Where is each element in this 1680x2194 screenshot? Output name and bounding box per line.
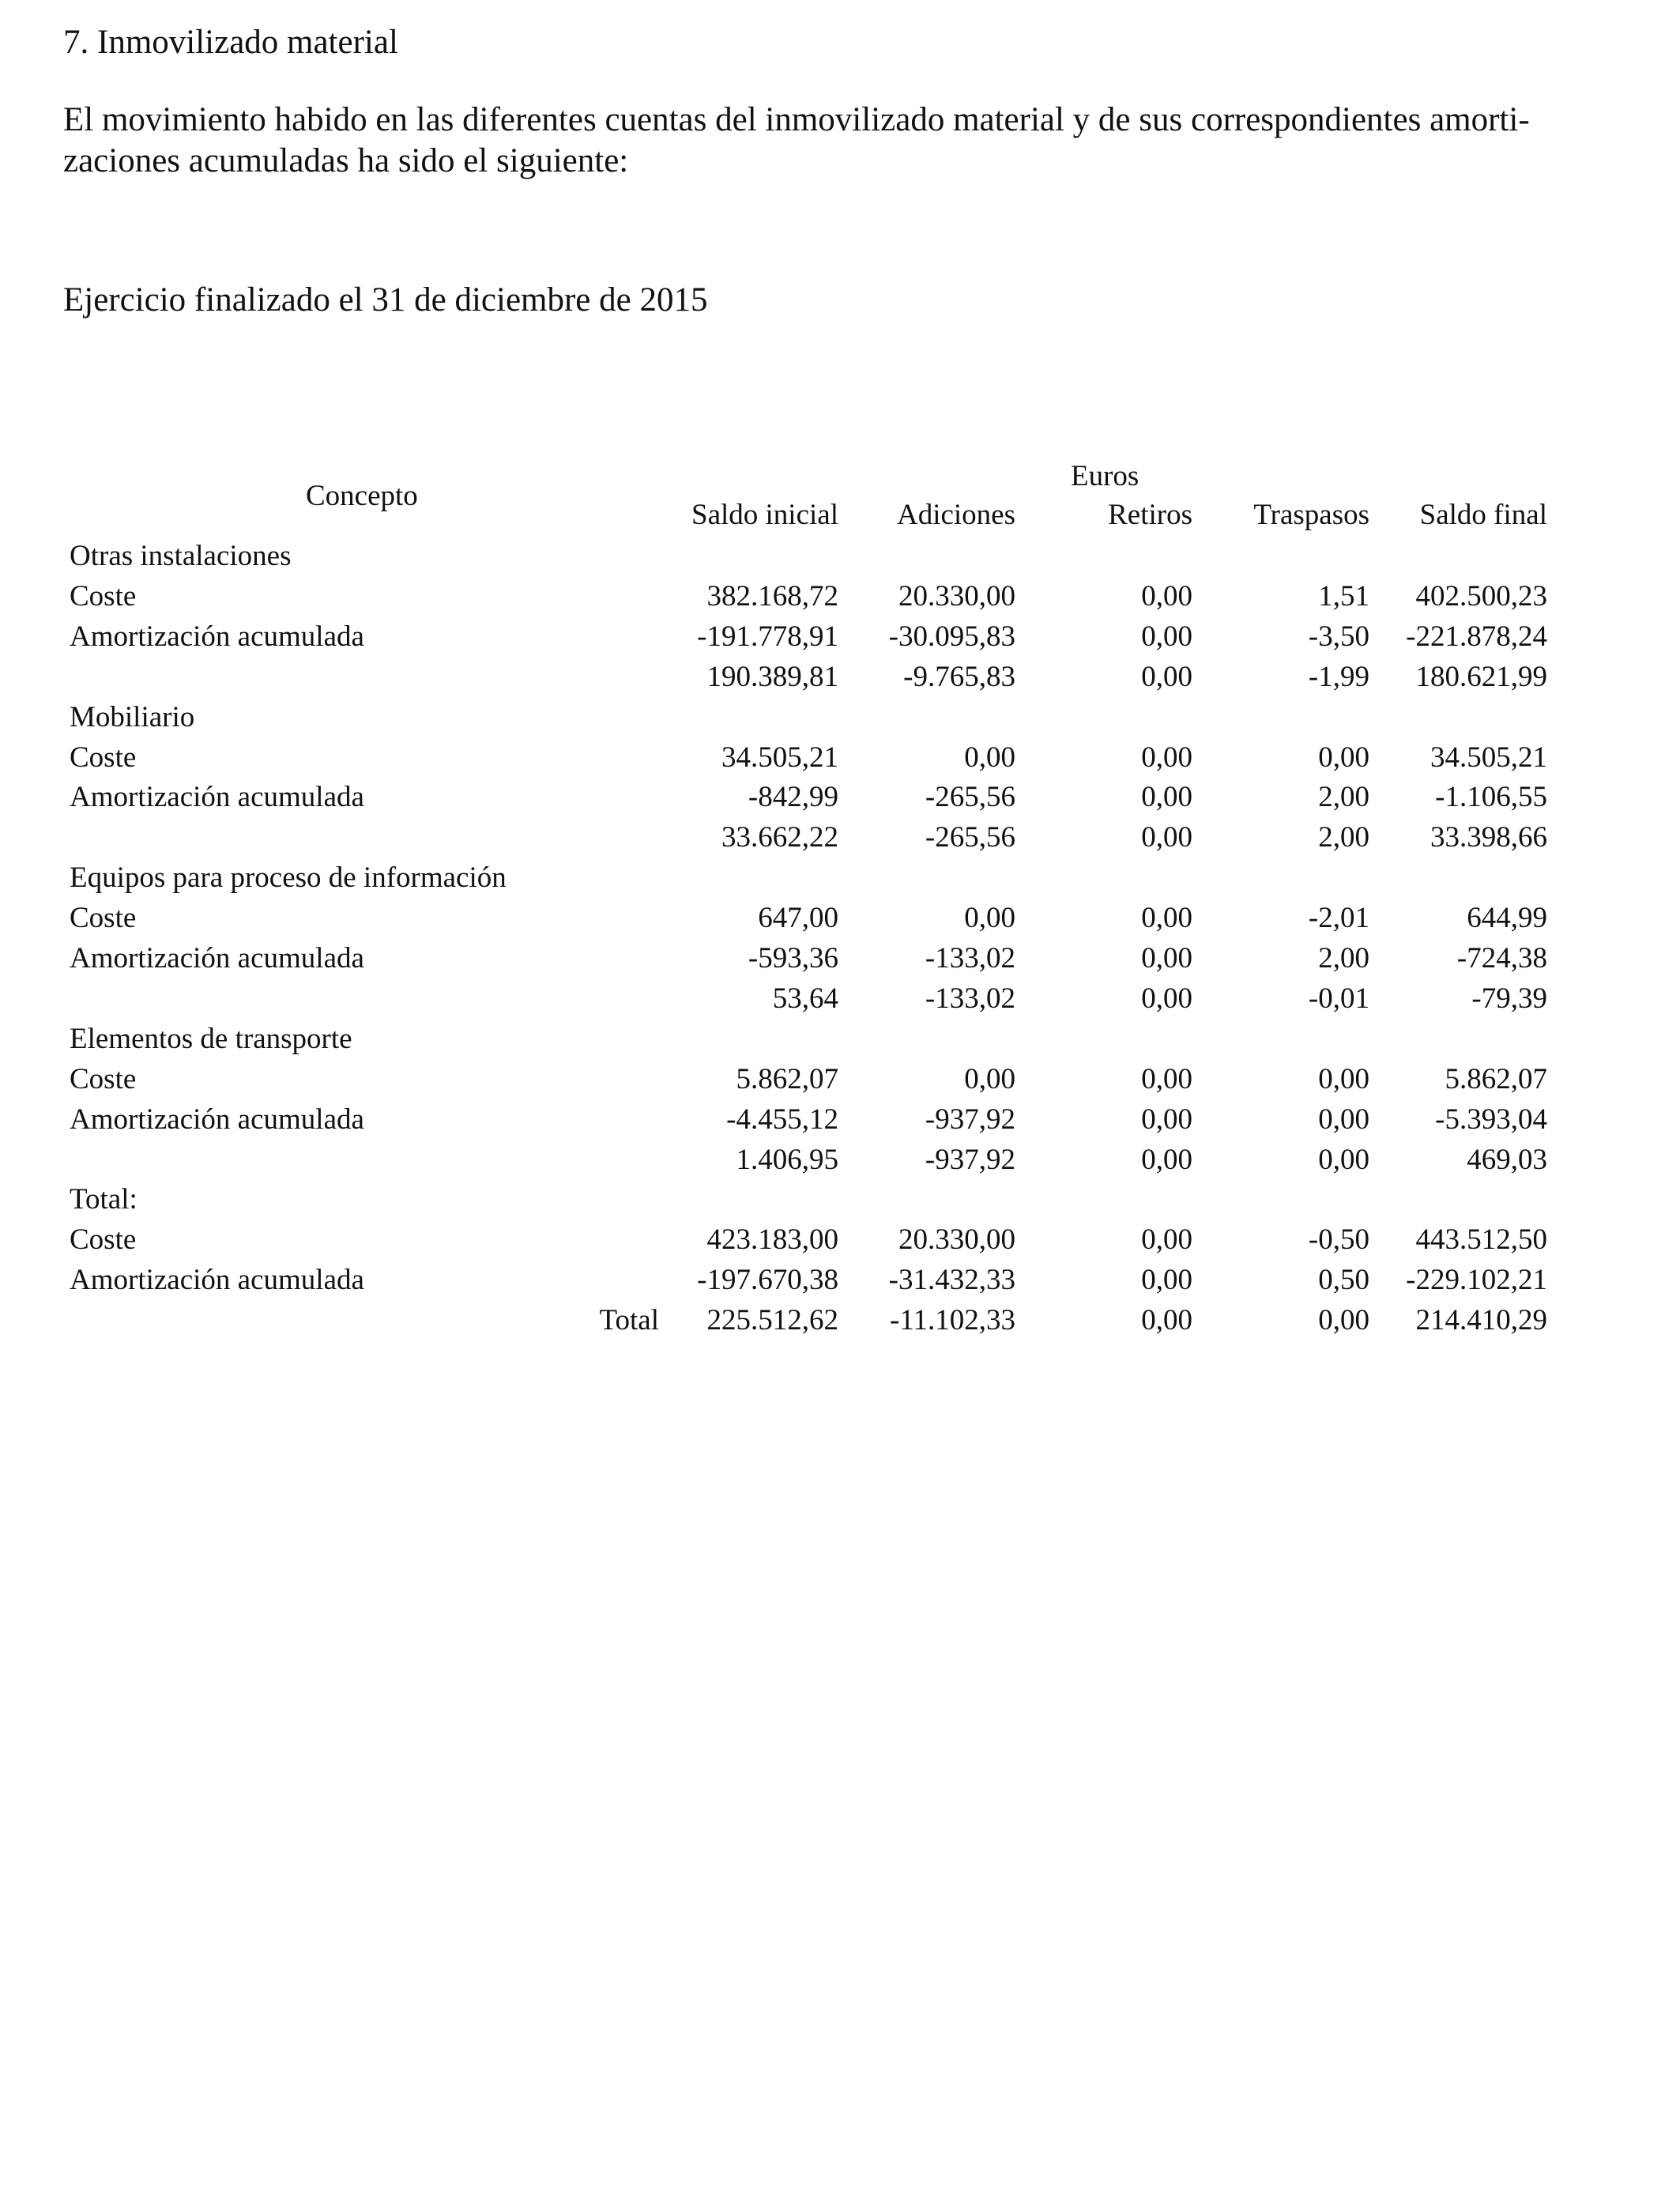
table-cell: -3,50	[1308, 620, 1369, 653]
table-cell: 0,00	[1141, 1264, 1192, 1297]
table-cell: 225.512,62	[706, 1304, 838, 1337]
euros-group-header: Euros	[1071, 460, 1139, 492]
table-cell: -79,39	[1471, 982, 1547, 1015]
table-cell: -265,56	[925, 821, 1015, 854]
table-cell: 180.621,99	[1415, 660, 1547, 693]
table-cell: 0,00	[1141, 1103, 1192, 1136]
row-label: Amortización acumulada	[70, 942, 364, 974]
table-cell: -937,92	[925, 1103, 1015, 1136]
table-cell: 402.500,23	[1415, 579, 1547, 613]
table-cell: -937,92	[925, 1143, 1015, 1176]
table-cell: 423.183,00	[706, 1223, 838, 1257]
row-label: Equipos para proceso de información	[70, 861, 507, 895]
table-cell: 647,00	[758, 902, 838, 935]
column-header: Saldo final	[1419, 499, 1547, 531]
intro-line-2: zaciones acumuladas ha sido el siguiente:	[63, 142, 629, 179]
column-header: Saldo inicial	[691, 499, 838, 531]
table-cell: 0,00	[1141, 1304, 1192, 1337]
row-label: Coste	[70, 741, 137, 774]
table-cell: 0,00	[1141, 1062, 1192, 1095]
table-cell: -1.106,55	[1435, 781, 1547, 814]
table-cell: 0,00	[1318, 1062, 1369, 1095]
table-cell: 0,00	[964, 741, 1015, 774]
table-cell: 214.410,29	[1415, 1304, 1547, 1337]
row-label: Elementos de transporte	[70, 1022, 352, 1055]
table-cell: 0,00	[1318, 741, 1369, 774]
table-cell: -30.095,83	[888, 620, 1015, 653]
table-cell: 0,00	[964, 902, 1015, 935]
table-cell: -197.670,38	[697, 1264, 838, 1297]
table-cell: 1.406,95	[736, 1143, 838, 1176]
row-label: Otras instalaciones	[70, 540, 292, 572]
table-cell: -133,02	[925, 982, 1015, 1015]
table-cell: -31.432,33	[888, 1264, 1015, 1297]
table-cell: 2,00	[1318, 781, 1369, 814]
row-label: Amortización acumulada	[70, 781, 364, 814]
table-cell: 0,00	[1318, 1304, 1369, 1337]
table-cell: 0,00	[1141, 781, 1192, 814]
table-cell: -221.878,24	[1406, 620, 1547, 653]
table-cell: 0,00	[1318, 1143, 1369, 1176]
table-cell: 33.662,22	[721, 821, 838, 854]
table-cell: -229.102,21	[1406, 1264, 1547, 1297]
table-cell: 0,00	[1141, 942, 1192, 974]
row-label: Coste	[70, 1062, 137, 1095]
intro-line-1: El movimiento habido en las diferentes cuentas del inmovilizado material y de sus correspondientes amorti-	[63, 101, 1530, 138]
table-cell: 0,50	[1318, 1264, 1369, 1297]
table-cell: -4.455,12	[726, 1103, 838, 1136]
table-cell: -191.778,91	[697, 620, 838, 653]
table-cell: 443.512,50	[1415, 1223, 1547, 1257]
column-header: Retiros	[1108, 499, 1192, 531]
table-cell: 20.330,00	[898, 579, 1015, 613]
row-label: Amortización acumulada	[70, 1103, 364, 1136]
table-cell: 5.862,07	[736, 1062, 838, 1095]
column-header: Traspasos	[1253, 499, 1369, 531]
table-cell: 34.505,21	[1430, 741, 1547, 774]
table-cell: -0,01	[1308, 982, 1369, 1015]
table-cell: 469,03	[1467, 1143, 1547, 1176]
table-cell: -842,99	[748, 781, 838, 814]
grand-total-label: Total	[599, 1304, 659, 1337]
table-cell: -5.393,04	[1435, 1103, 1547, 1136]
table-cell: 5.862,07	[1445, 1062, 1547, 1095]
row-label: Coste	[70, 902, 137, 935]
table-cell: -265,56	[925, 781, 1015, 814]
table-cell: 0,00	[1141, 741, 1192, 774]
table-cell: 0,00	[1141, 982, 1192, 1015]
table-cell: -9.765,83	[903, 660, 1015, 693]
table-cell: 0,00	[1141, 579, 1192, 613]
table-cell: 53,64	[772, 982, 838, 1015]
table-cell: 20.330,00	[898, 1223, 1015, 1257]
row-label: Total:	[70, 1183, 137, 1216]
section-heading: 7. Inmovilizado material	[63, 24, 398, 61]
table-cell: -11.102,33	[890, 1304, 1015, 1337]
column-header: Adiciones	[896, 499, 1015, 531]
row-label: Coste	[70, 1223, 137, 1257]
table-cell: -1,99	[1308, 660, 1369, 693]
table-cell: 2,00	[1318, 942, 1369, 974]
row-label: Amortización acumulada	[70, 1264, 364, 1297]
table-cell: 1,51	[1318, 579, 1369, 613]
fiscal-year-heading: Ejercicio finalizado el 31 de diciembre de 2015	[63, 281, 708, 319]
table-cell: 33.398,66	[1430, 821, 1547, 854]
row-label: Coste	[70, 579, 137, 613]
table-cell: 0,00	[1141, 1143, 1192, 1176]
table-cell: 190.389,81	[706, 660, 838, 693]
table-cell: 382.168,72	[706, 579, 838, 613]
table-cell: 34.505,21	[721, 741, 838, 774]
table-cell: 2,00	[1318, 821, 1369, 854]
table-cell: 0,00	[1318, 1103, 1369, 1136]
table-cell: 644,99	[1467, 902, 1547, 935]
row-label: Mobiliario	[70, 700, 195, 733]
table-cell: -593,36	[748, 942, 838, 974]
table-cell: -0,50	[1308, 1223, 1369, 1257]
table-cell: 0,00	[964, 1062, 1015, 1095]
concept-column-header: Concepto	[306, 480, 418, 512]
table-cell: 0,00	[1141, 1223, 1192, 1257]
row-label: Amortización acumulada	[70, 620, 364, 653]
table-cell: -2,01	[1308, 902, 1369, 935]
table-cell: -724,38	[1456, 942, 1547, 974]
table-cell: -133,02	[925, 942, 1015, 974]
table-cell: 0,00	[1141, 821, 1192, 854]
table-cell: 0,00	[1141, 902, 1192, 935]
table-cell: 0,00	[1141, 660, 1192, 693]
table-cell: 0,00	[1141, 620, 1192, 653]
